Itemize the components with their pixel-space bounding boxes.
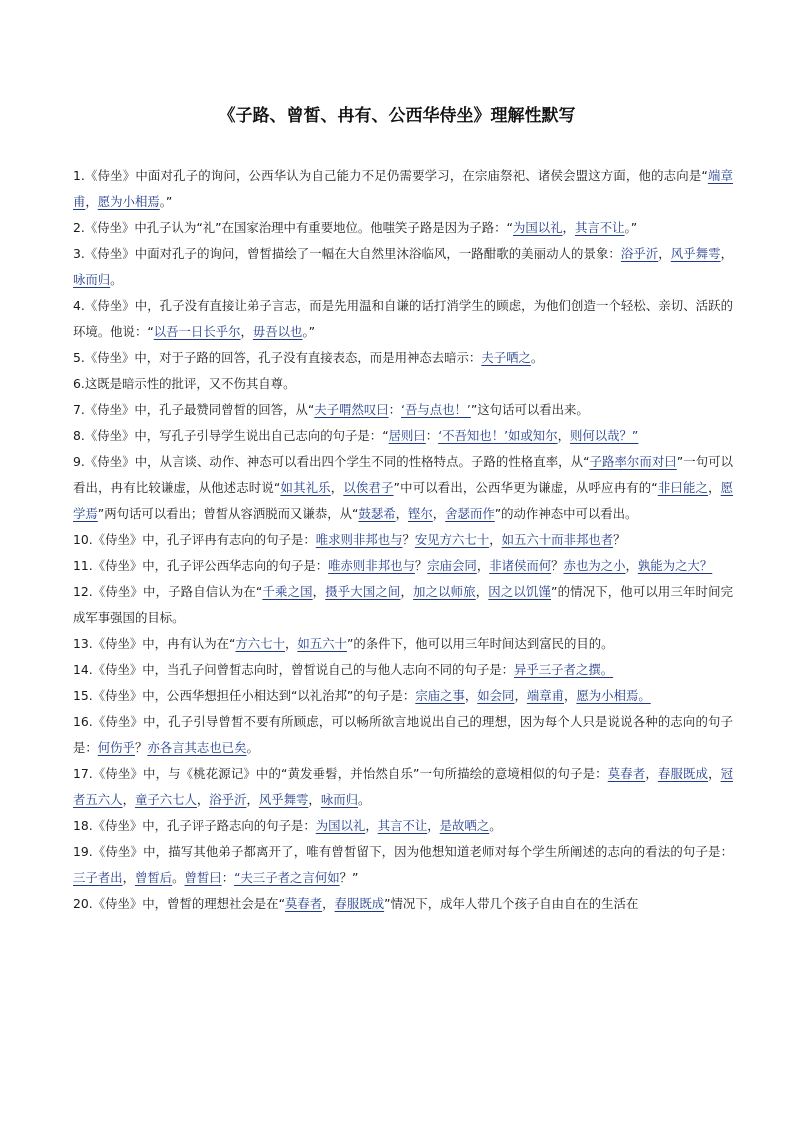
answer-text: 孰能为之大？	[637, 558, 713, 573]
question-text: 7.《侍坐》中，孔子最赞同曾皙的回答，从“	[73, 402, 315, 417]
question-text: 19.《侍坐》中，描写其他弟子都离开了，唯有曾皙留下，因为他想知道老师对每个学生所阐述的志向的看法的句子是：	[73, 844, 733, 859]
question-text: 。	[110, 272, 123, 287]
question-item	[73, 397, 733, 423]
question-text: ，	[645, 766, 658, 781]
question-text: ，	[562, 220, 575, 235]
question-text: ”两句话可以看出；曾皙从容洒脱而又谦恭，从“	[97, 506, 359, 521]
answer-text: 三子者出	[73, 870, 123, 885]
question-item	[73, 241, 733, 293]
question-text: ，	[85, 194, 98, 209]
document-title: 《子路、曾皙、冉有、公西华侍坐》理解性默写	[218, 106, 576, 126]
answer-text: 端章甫	[526, 688, 564, 703]
question-text: ，	[432, 506, 446, 521]
answer-text: 加之以师旅	[413, 584, 476, 599]
question-item	[73, 163, 733, 215]
question-text: 8.《侍坐》中，写孔子引导学生说出自己志向的句子是：“	[73, 428, 389, 443]
answer-text: 铿尔	[408, 506, 433, 521]
question-text: ，	[720, 246, 734, 261]
answer-text: 童子六七人	[134, 792, 197, 807]
answer-text: 冠者五六人	[73, 766, 734, 807]
question-text: ”的动作神态中可以看出。	[494, 506, 638, 521]
question-item	[73, 215, 733, 241]
question-text: 。	[357, 792, 371, 807]
question-text: ，	[240, 324, 253, 339]
answer-text: 则何以哉？”	[569, 428, 639, 443]
question-text: ，	[122, 792, 135, 807]
question-item	[73, 631, 733, 657]
question-text: ，	[400, 584, 414, 599]
answer-text: 莫春者	[284, 896, 323, 911]
answer-text: 是故哂之	[439, 818, 490, 833]
answer-text: 如五六十	[297, 636, 347, 651]
answer-text: 何伤乎	[97, 740, 135, 755]
answer-text: 咏而归	[73, 272, 111, 287]
question-text: ？”	[339, 870, 359, 885]
question-text: 12.《侍坐》中，子路自信认为在“	[73, 584, 263, 599]
question-item	[73, 709, 733, 761]
question-text: 16.《侍坐》中，孔子引导曾皙不要有所顾虑，可以畅所欲言地说出自己的理想，因为每个人只是说说各种的志向的句子是：	[73, 714, 733, 755]
answer-text: 居则曰	[388, 428, 426, 443]
answer-text: 愿为小相焉	[97, 194, 160, 209]
question-item	[73, 657, 733, 683]
question-text: 1.《侍坐》中面对孔子的询问，公西华认为自己能力不足仍需要学习，在宗庙祭祀、诸侯会盟这方面，他的志向是“	[73, 168, 708, 183]
answer-text: 夫子喟然叹曰	[314, 402, 389, 417]
question-text: ”的条件下，他可以用三年时间达到富民的目的。	[346, 636, 614, 651]
question-text: 。	[530, 350, 544, 365]
answer-text: 赤也为之小	[563, 558, 626, 573]
question-item	[73, 449, 733, 527]
answer-text: 宗庙会同	[427, 558, 477, 573]
question-text: ，	[564, 688, 577, 703]
answer-text: 唯求则非邦也与	[315, 532, 403, 547]
answer-text: 异乎三子者之撰。	[514, 662, 614, 677]
answer-text: 曾皙后	[134, 870, 173, 885]
question-item	[73, 553, 733, 579]
question-text: ，	[122, 870, 135, 885]
question-text: 15.《侍坐》中，公西华想担任小相达到“以礼治邦”的句子是：	[73, 688, 416, 703]
question-text: ，	[246, 792, 259, 807]
answer-text: 鼓瑟希	[358, 506, 396, 521]
question-text: 11.《侍坐》中，孔子评公西华志向的句子是：	[73, 558, 329, 573]
question-text: ，	[475, 584, 489, 599]
question-text: 20.《侍坐》中，曾皙的理想社会是在“	[73, 896, 285, 911]
question-text: ，	[312, 584, 326, 599]
question-text: ”情况下，成年人带几个孩子自由自在的生活在	[384, 896, 639, 911]
answer-text: 如或知尔	[508, 428, 558, 443]
answer-text: 咏而归	[320, 792, 358, 807]
question-text: ：	[221, 870, 235, 885]
question-text: ，	[464, 688, 478, 703]
question-text: 14.《侍坐》中，当孔子问曾皙志向时，曾皙说自己的与他人志向不同的句子是：	[73, 662, 514, 677]
question-text: ”一句可以看出，冉有比较谦虚，从他述志时说“	[73, 454, 733, 495]
question-text: ？	[551, 558, 564, 573]
answer-text: 以吾一日长乎尔	[153, 324, 241, 339]
question-text: ？	[134, 740, 148, 755]
question-text: ？	[402, 532, 415, 547]
answer-text: 宗庙之事	[415, 688, 465, 703]
question-text: 17.《侍坐》中，与《桃花源记》中的“黄发垂髫，并怡然自乐”一句所描绘的意境相似的句子是：	[73, 766, 608, 781]
question-text: 。”	[624, 220, 638, 235]
answer-text: 如会同	[477, 688, 515, 703]
question-item	[73, 683, 733, 709]
question-text: ？	[613, 532, 626, 547]
question-text: ”中可以看出，公西华更为谦虚，从呼应冉有的“	[393, 480, 658, 495]
answer-text: 风乎舞雩	[258, 792, 309, 807]
question-text: 18.《侍坐》中，孔子评子路志向的句子是：	[73, 818, 316, 833]
answer-text: 舍瑟而作	[445, 506, 495, 521]
question-text: 。	[172, 870, 185, 885]
question-item	[73, 839, 733, 891]
question-item	[73, 371, 733, 397]
question-text: 13.《侍坐》中，冉有认为在“	[73, 636, 236, 651]
answer-text: 以俟君子	[343, 480, 394, 495]
question-item	[73, 527, 733, 553]
question-text: ，	[625, 558, 638, 573]
question-text: ，	[395, 506, 408, 521]
question-text: 2.《侍坐》中孔子认为“礼”在国家治理中有重要地位。他嗤笑子路是因为子路：“	[73, 220, 513, 235]
answer-text: 夫子哂之	[481, 350, 531, 365]
answer-text: 其言不让	[377, 818, 428, 833]
answer-text: 莫春者	[607, 766, 646, 781]
question-text: ，	[489, 532, 502, 547]
answer-text: 其言不让	[574, 220, 625, 235]
answer-text: 方六七十	[235, 636, 285, 651]
answer-text: 春服既成	[657, 766, 709, 781]
question-text: ，	[322, 896, 335, 911]
question-text: 10.《侍坐》中，孔子评冉有志向的句子是：	[73, 532, 316, 547]
answer-text: “夫三子者之言何如	[234, 870, 340, 885]
question-text: ：	[388, 402, 402, 417]
answer-text: 非曰能之	[657, 480, 709, 495]
question-item	[73, 293, 733, 345]
question-text: ，	[330, 480, 344, 495]
question-text: 6.这既是暗示性的批评，又不伤其自尊。	[73, 376, 296, 391]
question-text: 5.《侍坐》中，对于子路的回答，孔子没有直接表态，而是用神态去暗示：	[73, 350, 482, 365]
answer-text: 浴乎沂	[209, 792, 247, 807]
answer-text: 因之以饥馑	[488, 584, 552, 599]
answer-text: 亦各言其志也已矣	[147, 740, 247, 755]
question-list	[73, 163, 733, 917]
question-text: 9.《侍坐》中，从言谈、动作、神态可以看出四个学生不同的性格特点。子路的性格直率，从“	[73, 454, 590, 469]
question-text: ，	[427, 818, 440, 833]
answer-text: 如其礼乐	[280, 480, 331, 495]
answer-text: 春服既成	[334, 896, 385, 911]
question-item	[73, 891, 733, 917]
question-text: 。”	[302, 324, 316, 339]
question-text: 4.《侍坐》中，孔子没有直接让弟子言志，而是先用温和自谦的话打消学生的顾虑，为他们创造一个轻松、亲切、活跃的环境。他说：“	[73, 298, 733, 339]
answer-text: 摄乎大国之间	[325, 584, 401, 599]
answer-text: 毋吾以也	[252, 324, 303, 339]
question-text: ，	[514, 688, 527, 703]
answer-text: 为国以礼	[315, 818, 366, 833]
answer-text: 风乎舞雩	[670, 246, 721, 261]
answer-text: 浴乎沂	[620, 246, 659, 261]
answer-text: 千乘之国	[262, 584, 313, 599]
question-text: ，	[476, 558, 490, 573]
answer-text: 愿学焉	[73, 480, 734, 521]
answer-text: 为国以礼	[512, 220, 563, 235]
question-text: ，	[365, 818, 378, 833]
answer-text: 非诸侯而何	[489, 558, 552, 573]
answer-text: 安见方六七十	[414, 532, 490, 547]
answer-text: 端章甫	[73, 168, 734, 209]
answer-text: 曾皙曰	[184, 870, 222, 885]
question-text: ，	[308, 792, 321, 807]
question-item	[73, 345, 733, 371]
question-text: 。	[246, 740, 259, 755]
question-text: ”的情况下，他可以用三年时间完成军事强国的目标。	[73, 584, 734, 625]
question-text: ：	[425, 428, 439, 443]
answer-text: 唯赤则非邦也与	[328, 558, 415, 573]
question-text: ，	[708, 766, 721, 781]
answer-text: 子路率尔而对曰	[589, 454, 677, 469]
question-text: ”这句话可以看出来。	[470, 402, 589, 417]
answer-text: 愿为小相焉。	[576, 688, 651, 703]
question-text: 。”	[159, 194, 173, 209]
question-item	[73, 761, 733, 813]
question-item	[73, 579, 733, 631]
answer-text: ‘不吾知也！’	[438, 428, 509, 443]
question-text: ，	[284, 636, 298, 651]
question-text: ？	[414, 558, 428, 573]
question-text: 。	[489, 818, 502, 833]
answer-text: 如五六十而非邦也者	[501, 532, 614, 547]
question-text: ，	[708, 480, 721, 495]
question-text: ，	[557, 428, 570, 443]
question-text: ，	[196, 792, 210, 807]
question-text: ，	[658, 246, 671, 261]
question-item	[73, 813, 733, 839]
question-text: 3.《侍坐》中面对孔子的询问，曾皙描绘了一幅在大自然里沐浴临风，一路酣歌的美丽动人的景象：	[73, 246, 621, 261]
answer-text: ‘吾与点也！’	[401, 402, 471, 417]
question-item	[73, 423, 733, 449]
